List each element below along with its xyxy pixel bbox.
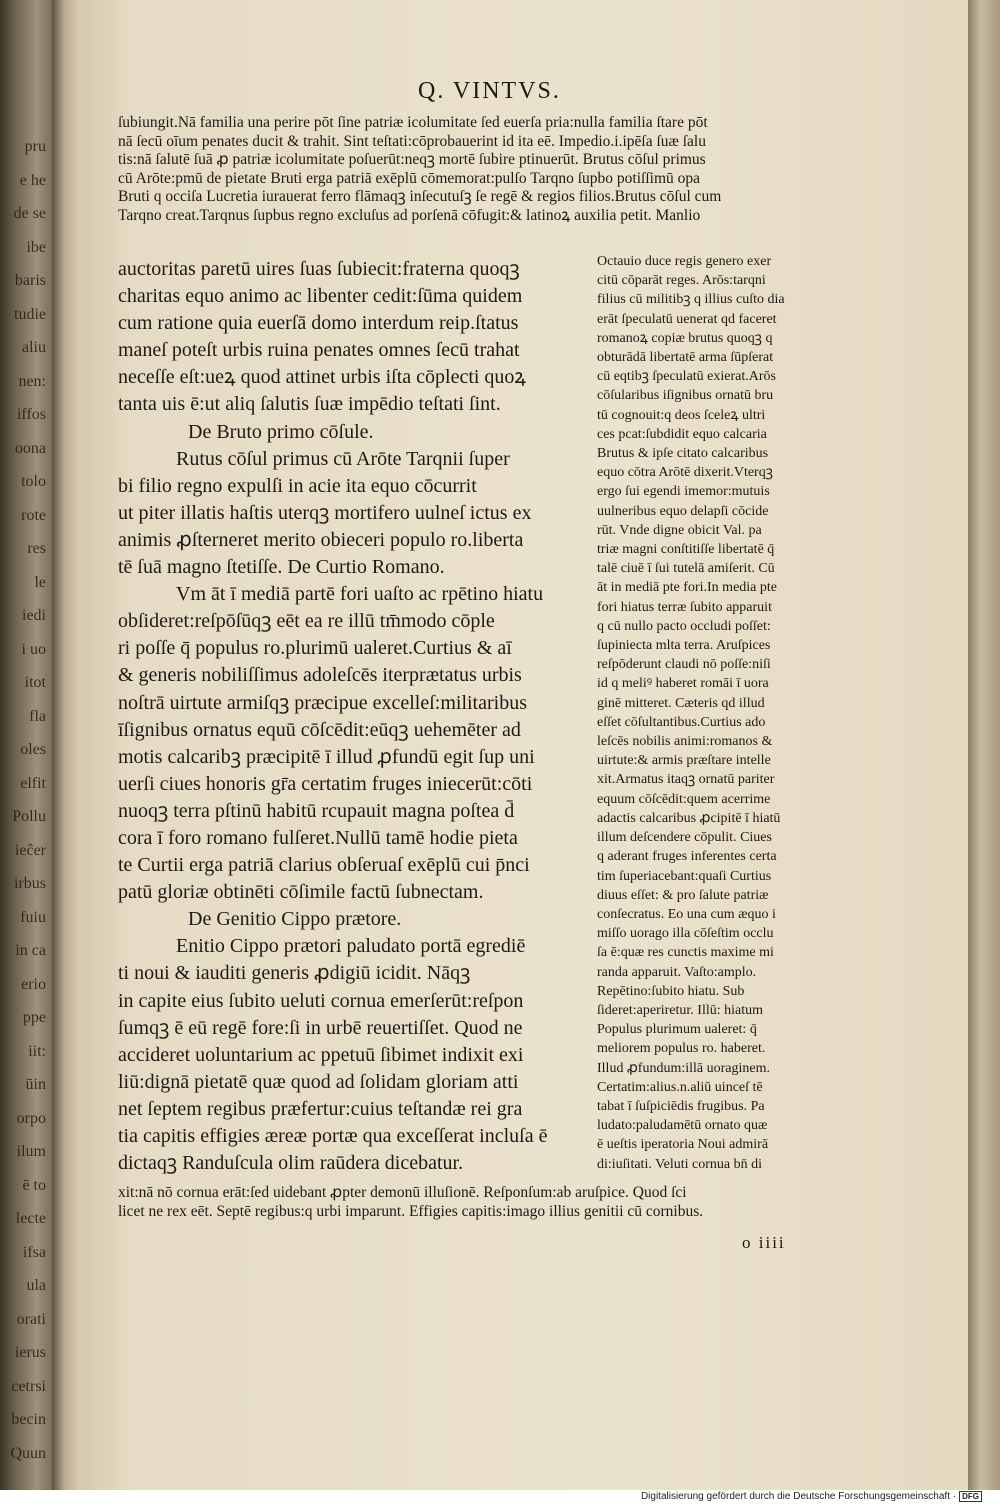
previous-page-line: iit:: [28, 1042, 46, 1060]
footer-credit: Digitalisierung gefördert durch die Deutsche Forschungsgemeinschaft ·: [640, 1491, 957, 1502]
text-line: maneſ poteſt urbis ruina penates omnes ſecū trahat: [118, 339, 520, 362]
side-commentary-line: miſſo uorago illa cōſeſtim occlu: [597, 926, 774, 942]
section-heading: De Genitio Cippo prætore.: [188, 908, 402, 931]
text-line: & generis nobiliſſimus adoleſcēs iterprætatus urbis: [118, 664, 522, 687]
side-commentary-line: equo cōtra Arōtē dixerit.Vterqꝫ: [597, 465, 773, 481]
side-commentary-line: q cū nullo pacto occludi poſſet:: [597, 618, 771, 634]
text-line: auctoritas paretū uires ſuas ſubiecit:fraterna quoqꝫ: [118, 258, 520, 280]
previous-page-line: iedi: [22, 607, 46, 624]
side-commentary-line: meliorem populus ro. haberet.: [597, 1041, 766, 1057]
text-line: cora ī foro romano fulſeret.Nullū tamē hodie pieta: [118, 826, 518, 849]
side-commentary-line: tim ſuperiacebant:quaſi Curtius: [597, 868, 772, 884]
side-commentary-line: Repētino:ſubito hiatu. Sub: [597, 983, 745, 999]
previous-page-line: Pollu: [12, 808, 46, 825]
text-line: accideret uoluntarium ac ppetuū ſibimet indixit exi: [118, 1043, 524, 1066]
side-commentary-line: ginē mitteret. Cæteris qd illud: [597, 695, 765, 711]
side-commentary-line: q aderant fruges inferentes certa: [597, 849, 777, 865]
previous-page-line: pru: [24, 138, 46, 155]
commentary-line: nā ſecū oīum penates ducit & trahit. Sint teſtati:cōprobauerint id ita eē. Impedio.i.ipēſa ſuæ ſalu: [118, 132, 706, 150]
text-line: animis ꝓſterneret merito obieceri populo ro.liberta: [118, 528, 524, 551]
previous-page-line: nen:: [18, 372, 46, 390]
text-line: Rutus cōſul primus cū Arōte Tarqnii ſuper: [176, 447, 510, 470]
side-commentary-line: adactis calcaribus ꝓcipitē ī hiatū: [597, 810, 781, 826]
commentary-line: xit:nā nō cornua erāt:ſed uidebant ꝓpter demonū illuſionē. Reſponſum:ab aruſpice. Quod ſci: [118, 1184, 687, 1201]
side-commentary-line: xit.Armatus itaqꝫ ornatū pariter: [597, 772, 775, 788]
text-line: in capite eius ſubito ueluti cornua emerſerūt:reſpon: [118, 989, 524, 1012]
previous-page-line: lecte: [15, 1210, 46, 1227]
previous-page-text: [2, 130, 50, 1470]
text-line: ti noui & iauditi generis ꝓdigiū icidit. Nāqꝫ: [118, 962, 471, 985]
text-line: Enitio Cippo prætori paludato portā egrediē: [176, 935, 526, 958]
side-commentary-line: Illud ꝓfundum:illā uoraginem.: [597, 1060, 770, 1076]
side-commentary-line: randa apparuit. Vaſto:amplo.: [597, 964, 757, 980]
top-commentary: [118, 114, 818, 226]
side-commentary-line: illum deſcendere cōpulit. Ciues: [597, 830, 772, 846]
commentary-line: licet ne rex eēt. Septē regibus:q urbi imparunt. Effigies capitis:imago illius genitii cū cornibus.: [118, 1202, 704, 1220]
commentary-line: tis:nā ſalutē ſuā ꝓ patriæ icolumitate poſuerūt:neqꝫ mortē ſubire ptinuerūt. Brutus cōſul primus: [118, 151, 706, 169]
previous-page-line: fla: [29, 707, 46, 725]
previous-page-line: e he: [19, 171, 46, 189]
text-line: motis calcaribꝫ præcipitē ī illud ꝓfundū egit ſup uni: [118, 745, 535, 768]
commentary-line: cū Arōte:pmū de pietate Bruti erga patriā exēplū cōmemorat:pulſo Tarqno ſupbo potiſſimū opa: [118, 169, 701, 187]
previous-page-line: ierus: [14, 1344, 46, 1361]
side-commentary-line: cū eqtibꝫ ſpeculatū exierat.Arōs: [597, 369, 776, 385]
text-line: tia capitis effigies æreæ portæ qua exceſſerat incluſa ē: [118, 1125, 548, 1147]
side-commentary-line: ſideret:aperiretur. Illū: hiatum: [597, 1002, 763, 1018]
side-commentary-line: romanoꝝ copiæ brutus quoqꝫ q: [597, 330, 773, 346]
text-line: noſtrā uirtute armiſqꝫ præcipue excelleſ:militaribus: [118, 691, 527, 714]
side-commentary-line: tū cognouit:q deos ſceleꝝ ultri: [597, 407, 766, 423]
main-text-column: [118, 256, 588, 1177]
digitization-footer: [0, 1490, 1000, 1505]
side-commentary-line: ergo ſui egendi imemor:mutuis: [597, 484, 770, 500]
side-commentary-line: triæ magni conſtitiſſe libertatē q̄: [597, 542, 775, 558]
text-line: neceſſe eſt:ueꝝ quod attinet urbis iſta cōplecti quoꝝ: [118, 366, 526, 389]
text-line: tanta uis ē:ut aliq ſalutis ſuæ impēdio teſtati ſint.: [118, 393, 501, 416]
previous-page-line: ula: [26, 1277, 46, 1294]
previous-page-line: orpo: [16, 1109, 46, 1127]
book-gutter: [52, 0, 80, 1490]
side-commentary-line: Populus plurimum ualeret: q̄: [597, 1022, 757, 1038]
text-line: ri poſſe q̄ populus ro.plurimū ualeret.Curtius & aī: [118, 637, 512, 660]
previous-page-line: baris: [14, 272, 46, 289]
previous-page-line: tolo: [21, 473, 46, 490]
side-commentary-line: Brutus & ipſe citato calcaribus: [597, 446, 769, 462]
previous-page-line: elfit: [20, 774, 46, 792]
dfg-logo: DFG: [959, 1491, 982, 1502]
commentary-line: Tarqno creat.Tarqnus ſupbus regno excluſus ad porſenā cōfugit:& latinoꝝ auxilia petit. Manlio: [118, 206, 701, 224]
commentary-line: ſubiungit.Nā familia una perire pōt ſine patriæ icolumitate ſed euerſa pria:nulla familia ſtare pōt: [118, 114, 708, 131]
text-line: uerſi ciues honoris gr̄a certatim fruges iniecerūt:cōti: [118, 772, 533, 795]
previous-page-line: Quun: [10, 1444, 46, 1462]
previous-page-line: itot: [24, 674, 46, 691]
previous-page-line: oles: [20, 741, 46, 758]
side-commentary-line: Octauio duce regis genero exer: [597, 254, 772, 269]
previous-page-edge: [0, 0, 52, 1490]
previous-page-line: fuiu: [20, 908, 46, 926]
previous-page-line: becin: [11, 1411, 46, 1428]
side-commentary-line: uulneribus equo delapſi cōcide: [597, 503, 769, 519]
side-commentary-line: ſupiniecta mlta terra. Aruſpices: [597, 638, 771, 654]
text-line: te Curtii erga patriā clarius obſeruaſ exēplū cui p̄nci: [118, 854, 530, 877]
previous-page-line: ppe: [22, 1009, 46, 1026]
previous-page-line: ibe: [26, 238, 46, 256]
previous-page-line: le: [34, 573, 46, 591]
text-line: liū:dignā pietatē quæ quod ad ſolidam gloriam atti: [118, 1070, 519, 1093]
text-line: charitas equo animo ac libenter cedit:ſūma quidem: [118, 285, 523, 308]
side-commentary-line: āt in mediā pte fori.In media pte: [597, 580, 777, 596]
side-commentary-line: ē ueſtis iperatoria Noui admirā: [597, 1137, 769, 1153]
previous-page-line: ieĉer: [14, 841, 46, 859]
previous-page-line: ilum: [16, 1143, 46, 1160]
side-commentary-line: rūt. Vnde digne obicit Val. pa: [597, 522, 762, 538]
previous-page-line: in ca: [15, 942, 46, 959]
side-commentary-line: id q meliꝰ haberet romāi ī uora: [597, 676, 769, 692]
side-commentary-line: talē ciuē ī ſui tutelā amiſerit. Cū: [597, 561, 775, 577]
side-commentary-line: reſpōderunt claudi nō poſſe:niſi: [597, 657, 771, 673]
previous-page-line: oona: [14, 439, 46, 457]
side-commentary-line: cōſularibus iſignibus ornatū bru: [597, 388, 774, 404]
text-line: nuoqꝫ terra pſtinū habitū rcupauit magna poſtea d̄: [118, 799, 515, 822]
text-line: tē ſuā magno ſtetiſſe. De Curtio Romano.: [118, 556, 445, 579]
text-line: net ſeptem regibus præfertur:cuius teſtandæ rei gra: [118, 1097, 523, 1120]
previous-page-line: i uo: [21, 640, 46, 658]
side-commentary-line: citū cōparāt reges. Arōs:tarqni: [597, 273, 766, 289]
side-commentary-line: fori hiatus terræ ſubito apparuit: [597, 599, 772, 615]
side-commentary-line: Certatim:alius.n.aliū uinceſ tē: [597, 1079, 763, 1095]
text-line: Vm āt ī mediā partē fori uaſto ac rpētino hiatu: [176, 583, 544, 606]
previous-page-line: orati: [16, 1310, 46, 1328]
commentary-line: Bruti q occiſa Lucretia iurauerat ferro flāmaqꝫ inſecutuſꝫ ſe regē & regios filios.Brutus cōſul cum: [118, 188, 722, 206]
side-commentary-line: leſcēs nobilis animi:romanos &: [597, 734, 773, 750]
previous-page-line: cetrsi: [11, 1377, 46, 1395]
text-line: dictaqꝫ Randuſcula olim raūdera dicebatur.: [118, 1152, 464, 1175]
side-commentary-line: conſecratus. Eo una cum æquo i: [597, 906, 776, 922]
previous-page-line: ūin: [25, 1076, 46, 1093]
previous-page-line: irbus: [14, 875, 46, 892]
previous-page-line: erio: [21, 975, 46, 993]
previous-page-line: aliu: [22, 339, 46, 356]
side-commentary-line: ces pcat:ſubdidit equo calcaria: [597, 426, 767, 442]
side-commentary-line: diuus eſſet: & pro ſalute patriæ: [597, 887, 769, 903]
page-edge: [968, 0, 1000, 1490]
previous-page-line: ē to: [22, 1176, 46, 1194]
text-line: īſignibus ornatus equū cōſcēdit:eūqꝫ uehemēter ad: [118, 718, 521, 741]
side-commentary-line: ludato:paludamētū ornato quæ: [597, 1118, 768, 1134]
section-heading: De Bruto primo cōſule.: [188, 420, 374, 443]
side-commentary-line: obturādā libertatē arma ſūpſerat: [597, 350, 774, 366]
text-line: patū gloriæ obtinēti cōſimile factū ſubnectam.: [118, 881, 484, 904]
running-head: Q. VINTVS.: [418, 78, 561, 104]
text-line: ut piter illatis haſtis uterqꝫ mortifero uulneſ ictus ex: [118, 501, 532, 524]
side-commentary-line: ſa ē:quæ res cunctis maxime mi: [597, 945, 774, 961]
signature-mark: o iiii: [742, 1233, 786, 1252]
text-line: ſumqꝫ ē eū regē fore:ſi in urbē reuertiſſet. Quod ne: [118, 1016, 523, 1039]
previous-page-line: ifsa: [22, 1243, 46, 1261]
side-commentary-line: di:iuſitati. Veluti cornua bn̄ di: [597, 1156, 762, 1172]
bottom-commentary: [118, 1184, 830, 1221]
side-commentary-line: equum cōſcēdit:quem acerrime: [597, 791, 771, 807]
side-commentary-column: [597, 252, 842, 1174]
side-commentary-line: tabat ī ſuſpiciēdis frugibus. Pa: [597, 1098, 765, 1114]
text-line: obſideret:reſpōſūqꝫ eēt ea re illū tm̄modo cōple: [118, 610, 495, 633]
previous-page-line: rote: [21, 506, 46, 524]
side-commentary-line: erāt ſpeculatū uenerat qd faceret: [597, 311, 777, 327]
previous-page-line: tudie: [14, 305, 46, 323]
previous-page-line: de se: [13, 205, 46, 222]
side-commentary-line: filius cū militibꝫ q illius cuſto dia: [597, 292, 785, 308]
side-commentary-line: uirtute:& armis præſtare intelle: [597, 753, 771, 769]
side-commentary-line: eſſet cōſultantibus.Curtius ado: [597, 714, 766, 730]
text-line: bi filio regno expulſi in acie ita equo cōcurrit: [118, 474, 477, 497]
previous-page-line: res: [27, 540, 46, 557]
text-line: cum ratione quia euerſā domo interdum reip.ſtatus: [118, 312, 519, 335]
previous-page-line: iffos: [16, 406, 46, 423]
